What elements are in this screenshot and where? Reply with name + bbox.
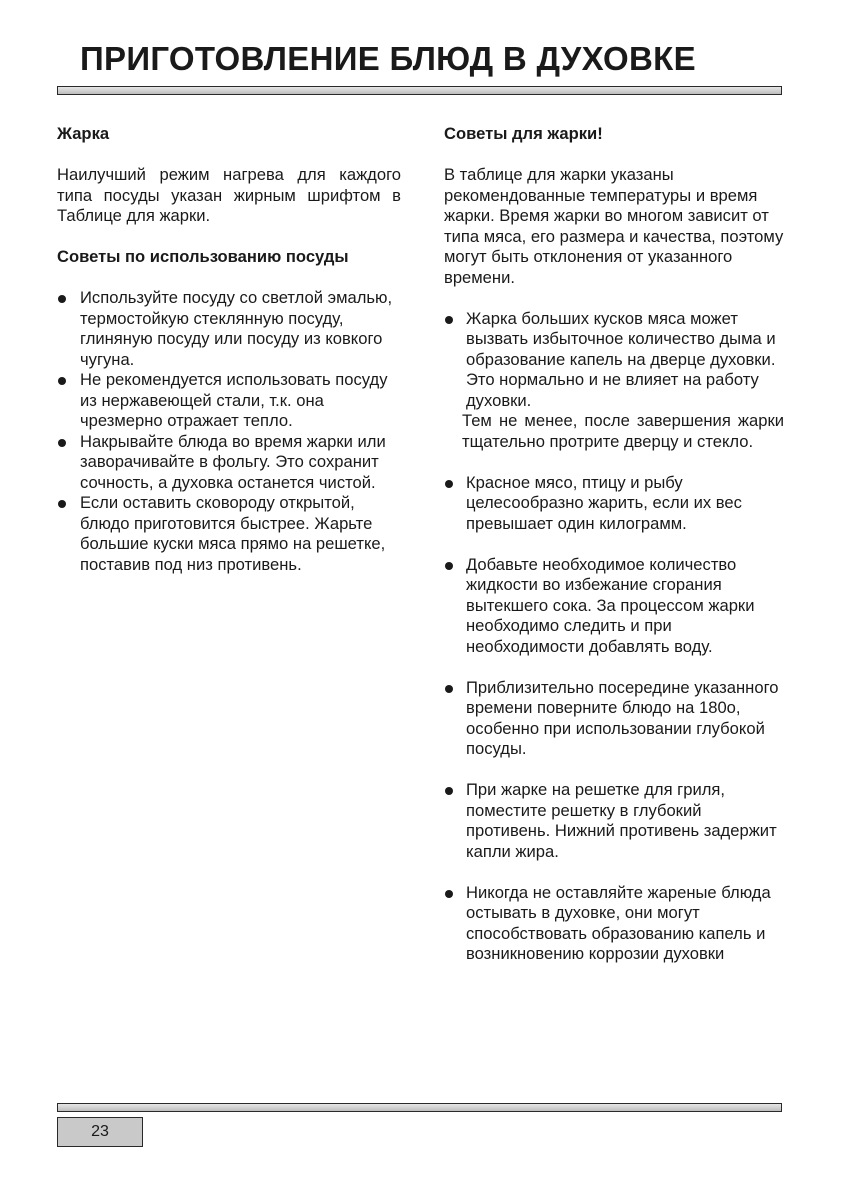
left-column: [57, 124, 401, 575]
bullet-icon: [445, 787, 453, 795]
list-item: [57, 370, 401, 432]
footer-divider-bar: [57, 1103, 782, 1112]
list-item-text: Приблизительно посередине указанного времени поверните блюдо на 180о, особенно при использовании глубокой посуды.: [466, 677, 779, 758]
list-item: [444, 309, 784, 453]
bullet-icon: [445, 685, 453, 693]
list-item-text: Используйте посуду со светлой эмалью, термостойкую стеклянную посуду, глиняную посуду или посуду из ковкого чугуна.: [80, 288, 393, 369]
list-item: [57, 288, 401, 370]
list-item-text: При жарке на решетке для гриля, поместите решетку в глубокий противень. Нижний противень задержит капли жира.: [466, 780, 777, 861]
list-item-text: Жарка больших кусков мяса может вызвать избыточное количество дыма и образование капель на дверце духовки. Это нормально и не влияет на работу духовки.: [466, 308, 776, 410]
list-item-text: Если оставить сковороду открытой, блюдо приготовится быстрее. Жарьте большие куски мяса прямо на решетке, поставив под низ противень.: [80, 493, 386, 574]
roasting-intro: Наилучший режим нагрева для каждого типа посуды указан жирным шрифтом в Таблице для жарки.: [57, 165, 401, 225]
page-number: 23: [57, 1117, 143, 1147]
roasting-advice-intro: В таблице для жарки указаны рекомендованные температуры и время жарки. Время жарки во многом зависит от типа мяса, его размера и качества, поэтому могут быть отклонения от указанного времени.: [444, 165, 784, 287]
bullet-icon: [58, 377, 66, 385]
bullet-icon: [58, 500, 66, 508]
right-column: [444, 124, 784, 965]
page-title: ПРИГОТОВЛЕНИЕ БЛЮД В ДУХОВКЕ: [80, 40, 696, 77]
roasting-heading: Жарка: [57, 124, 110, 143]
bullet-icon: [445, 480, 453, 488]
cookware-tips-heading: Советы по использованию посуды: [57, 247, 349, 266]
bullet-icon: [445, 316, 453, 324]
list-item-text: Красное мясо, птицу и рыбу целесообразно жарить, если их вес превышает один килограмм.: [466, 472, 742, 533]
list-item: [57, 493, 401, 575]
header-divider-bar: [57, 86, 782, 95]
roasting-advice-heading: Советы для жарки!: [444, 124, 603, 143]
list-item-text: Добавьте необходимое количество жидкости во избежание сгорания вытекшего сока. За процессом жарки необходимо следить и при необходимости добавлять воду.: [466, 554, 755, 656]
list-item: [444, 473, 784, 535]
bullet-icon: [58, 295, 66, 303]
bullet-icon: [58, 439, 66, 447]
list-item: [444, 780, 784, 862]
list-item: [444, 678, 784, 760]
list-item: [444, 555, 784, 658]
list-item-continuation: Тем не менее, после завершения жарки тщательно протрите дверцу и стекло.: [462, 411, 784, 451]
list-item: [444, 883, 784, 965]
list-item-text: Не рекомендуется использовать посуду из нержавеющей стали, т.к. она чрезмерно отражает тепло.: [80, 370, 388, 430]
bullet-icon: [445, 562, 453, 570]
bullet-icon: [445, 890, 453, 898]
list-item-text: Накрывайте блюда во время жарки или заворачивайте в фольгу. Это сохранит сочность, а духовка останется чистой.: [80, 431, 386, 492]
list-item: [57, 432, 401, 494]
list-item-text: Никогда не оставляйте жареные блюда остывать в духовке, они могут способствовать образованию капель и возникновению коррозии духовки: [466, 882, 771, 963]
roasting-advice-list: [444, 309, 784, 965]
cookware-tips-list: [57, 288, 401, 575]
